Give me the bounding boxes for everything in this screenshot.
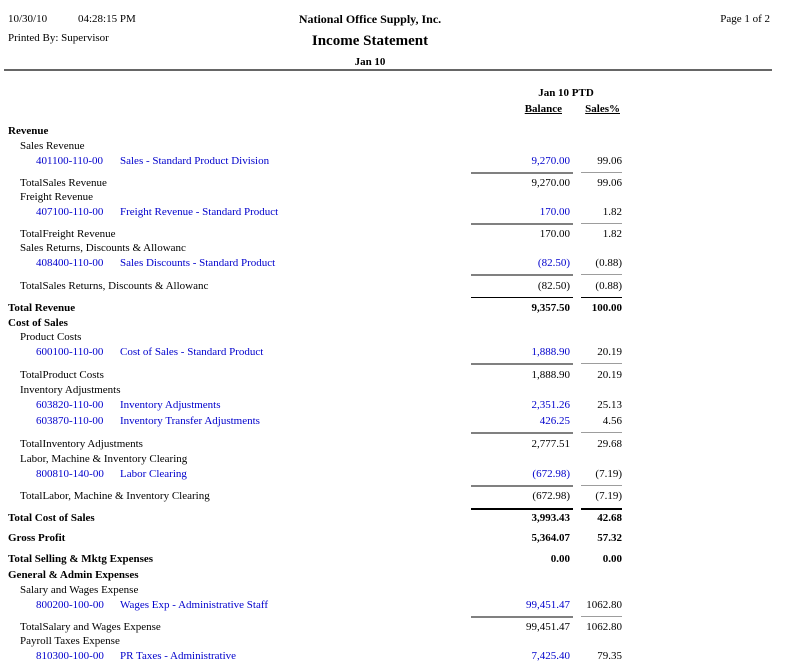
balance-value: 9,357.50 (531, 302, 570, 314)
total-row (0, 512, 787, 526)
account-number: 401100-110-00 (36, 155, 104, 167)
total-row (0, 369, 787, 383)
sales-pct-value: 29.68 (597, 438, 622, 450)
total-label: TotalProduct Costs (20, 369, 104, 381)
account-number: 603870-110-00 (36, 415, 104, 427)
account-number: 600100-110-00 (36, 346, 104, 358)
section-row (0, 584, 787, 598)
total-row (0, 302, 787, 316)
balance-value: 2,351.26 (531, 399, 570, 411)
section-label: Inventory Adjustments (20, 384, 121, 396)
total-label: TotalInventory Adjustments (20, 438, 143, 450)
total-row (0, 228, 787, 242)
balance-value: (672.98) (532, 468, 570, 480)
total-rule-pct (581, 172, 622, 173)
total-rule-pct (581, 363, 622, 364)
balance-value: 170.00 (539, 228, 570, 240)
total-rule-bal (471, 616, 573, 618)
total-rule-bal (471, 223, 573, 225)
total-rule-bal (471, 485, 573, 487)
sales-pct-value: 57.32 (597, 532, 622, 544)
total-label: Gross Profit (8, 532, 66, 544)
total-row (0, 177, 787, 191)
section-label: Freight Revenue (20, 191, 94, 203)
account-number: 407100-110-00 (36, 206, 104, 218)
balance-value: 3,993.43 (531, 512, 570, 524)
account-description: PR Taxes - Administrative (120, 650, 237, 662)
total-row (0, 490, 787, 504)
sales-pct-value: 99.06 (597, 177, 622, 189)
section-row (0, 140, 787, 154)
sales-pct-value: (7.19) (595, 468, 622, 480)
balance-value: 9,270.00 (531, 155, 570, 167)
balance-value: 2,777.51 (531, 438, 570, 450)
account-row (0, 346, 787, 360)
section-row (0, 453, 787, 467)
account-row (0, 155, 787, 169)
report-title: Income Statement (311, 33, 429, 49)
total-row (0, 280, 787, 294)
total-row (0, 438, 787, 452)
section-label: Cost of Sales (8, 317, 68, 329)
account-description: Labor Clearing (120, 468, 187, 480)
account-description: Sales - Standard Product Division (120, 155, 270, 167)
account-row (0, 415, 787, 429)
section-row (0, 191, 787, 205)
balance-value: 1,888.90 (531, 346, 570, 358)
section-row (0, 635, 787, 649)
total-rule-pct (581, 485, 622, 486)
balance-value: 5,364.07 (531, 532, 570, 544)
balance-value: 7,425.40 (531, 650, 570, 662)
report-time: 04:28:15 PM (78, 13, 136, 25)
total-rule-pct (581, 432, 622, 433)
sales-pct-value: 79.35 (597, 650, 622, 662)
sales-pct-value: 25.13 (597, 399, 622, 411)
balance-value: (672.98) (532, 490, 570, 502)
sales-pct-value: (0.88) (595, 257, 622, 269)
sales-pct-value: 20.19 (597, 346, 622, 358)
report-date: 10/30/10 (8, 13, 48, 25)
column-header-sales-pct: Sales% (585, 103, 620, 115)
section-row (0, 242, 787, 256)
account-number: 603820-110-00 (36, 399, 104, 411)
sales-pct-value: 4.56 (602, 415, 622, 427)
total-rule-pct (581, 297, 622, 298)
sales-pct-value: (7.19) (595, 490, 622, 502)
section-label: Product Costs (20, 331, 82, 343)
total-rule-pct (581, 274, 622, 275)
total-rule-bal (471, 363, 573, 365)
section-row (0, 331, 787, 345)
page-number: Page 1 of 2 (720, 13, 770, 25)
account-description: Freight Revenue - Standard Product (120, 206, 279, 218)
company-name: National Office Supply, Inc. (298, 12, 442, 26)
section-row (0, 317, 787, 331)
section-label: Revenue (8, 125, 49, 137)
account-number: 800200-100-00 (36, 599, 104, 611)
account-number: 408400-110-00 (36, 257, 104, 269)
column-group-header: Jan 10 PTD (538, 87, 594, 99)
total-row (0, 532, 787, 546)
sales-pct-value: 100.00 (591, 302, 622, 314)
column-header-balance: Balance (524, 103, 562, 115)
balance-value: 426.25 (539, 415, 570, 427)
total-row (0, 553, 787, 567)
account-row (0, 650, 787, 664)
account-description: Sales Discounts - Standard Product (120, 257, 276, 269)
sales-pct-value: 99.06 (597, 155, 622, 167)
total-label: TotalSales Returns, Discounts & Allowanc (20, 280, 209, 292)
section-label: Sales Returns, Discounts & Allowanc (20, 242, 186, 254)
total-rule-bal (471, 432, 573, 434)
total-rule-pct (581, 223, 622, 224)
balance-value: 99,451.47 (526, 599, 570, 611)
balance-value: 9,270.00 (531, 177, 570, 189)
account-number: 800810-140-00 (36, 468, 104, 480)
sales-pct-value: 1.82 (602, 206, 622, 218)
sales-pct-value: 1062.80 (586, 621, 622, 633)
balance-value: (82.50) (537, 257, 570, 269)
section-label: Payroll Taxes Expense (20, 635, 120, 647)
total-rule-bal (471, 297, 573, 298)
section-row (0, 569, 787, 583)
account-description: Inventory Adjustments (120, 399, 221, 411)
account-row (0, 599, 787, 613)
sales-pct-value: (0.88) (595, 280, 622, 292)
account-row (0, 206, 787, 220)
total-rule-bal (471, 274, 573, 276)
total-label: TotalSales Revenue (20, 177, 107, 189)
balance-value: 1,888.90 (531, 369, 570, 381)
total-label: Total Revenue (8, 302, 76, 314)
sales-pct-value: 20.19 (597, 369, 622, 381)
total-label: TotalFreight Revenue (20, 228, 116, 240)
total-rule-bal (471, 172, 573, 174)
account-description: Inventory Transfer Adjustments (120, 415, 260, 427)
section-label: General & Admin Expenses (8, 569, 139, 581)
section-label: Sales Revenue (20, 140, 85, 152)
sales-pct-value: 1.82 (602, 228, 622, 240)
total-rule-pct (581, 508, 622, 510)
total-label: TotalSalary and Wages Expense (20, 621, 161, 633)
printed-by: Printed By: Supervisor (8, 32, 109, 44)
account-row (0, 257, 787, 271)
section-row (0, 384, 787, 398)
report-period: Jan 10 (354, 56, 386, 68)
account-description: Wages Exp - Administrative Staff (120, 599, 268, 611)
total-label: Total Cost of Sales (8, 512, 95, 524)
account-row (0, 399, 787, 413)
sales-pct-value: 0.00 (602, 553, 622, 565)
balance-value: (82.50) (537, 280, 570, 292)
section-label: Labor, Machine & Inventory Clearing (20, 453, 188, 465)
sales-pct-value: 1062.80 (586, 599, 622, 611)
header-divider (4, 69, 772, 71)
account-description: Cost of Sales - Standard Product (120, 346, 264, 358)
account-row (0, 468, 787, 482)
total-rule-pct (581, 616, 622, 617)
total-row (0, 621, 787, 635)
account-number: 810300-100-00 (36, 650, 104, 662)
section-label: Salary and Wages Expense (20, 584, 139, 596)
balance-value: 0.00 (550, 553, 570, 565)
total-label: Total Selling & Mktg Expenses (8, 553, 154, 565)
balance-value: 99,451.47 (526, 621, 570, 633)
section-row (0, 125, 787, 139)
balance-value: 170.00 (539, 206, 570, 218)
sales-pct-value: 42.68 (597, 512, 622, 524)
total-rule-bal (471, 508, 573, 510)
total-label: TotalLabor, Machine & Inventory Clearing (20, 490, 210, 502)
